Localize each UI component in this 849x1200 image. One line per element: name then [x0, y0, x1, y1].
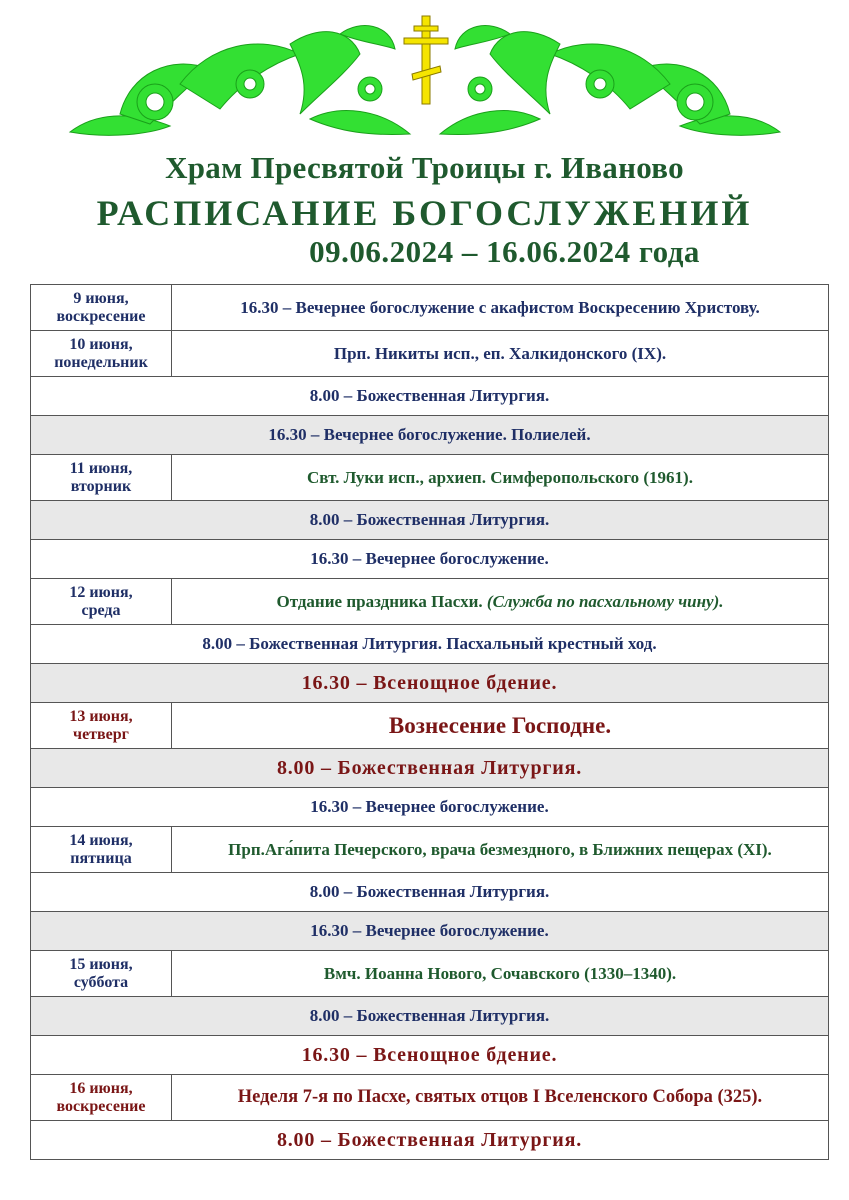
- date-range: 09.06.2024 – 16.06.2024 года: [309, 234, 700, 269]
- schedule-row: [31, 540, 829, 579]
- service-label: 16.30 – Вечернее богослужение.: [310, 549, 549, 568]
- service-label: 16.30 – Всенощное бдение.: [301, 1043, 558, 1066]
- service-label: 8.00 – Божественная Литургия.: [309, 510, 550, 529]
- day-date: 11 июня,: [69, 459, 133, 477]
- service-text: [172, 951, 829, 997]
- service-label: 8.00 – Божественная Литургия.: [309, 386, 550, 405]
- service-label: 8.00 – Божественная Литургия.: [309, 882, 550, 901]
- service-label: Отдание праздника Пасхи.: [276, 591, 487, 611]
- day-date: 16 июня,: [69, 1079, 133, 1097]
- service-label: Прп.Ага́пита Печерского, врача безмездного, в Ближних пещерах (XI).: [228, 839, 772, 859]
- service-label: 16.30 – Вечернее богослужение с акафистом Воскресению Христову.: [240, 297, 760, 317]
- day-weekday: среда: [81, 601, 121, 619]
- schedule-row: [31, 664, 829, 703]
- service-text: [31, 540, 829, 579]
- day-cell: [31, 703, 172, 749]
- service-note: (Служба по пасхальному чину).: [486, 591, 724, 611]
- schedule-row: [31, 455, 829, 501]
- service-text: [172, 579, 829, 625]
- day-weekday: воскресение: [56, 1097, 146, 1115]
- day-date: 14 июня,: [69, 831, 133, 849]
- service-text: [31, 501, 829, 540]
- schedule-table: [30, 284, 829, 1160]
- service-text: [31, 912, 829, 951]
- day-cell: [31, 951, 172, 997]
- day-weekday: четверг: [73, 725, 129, 743]
- schedule-row: [31, 285, 829, 331]
- schedule-row: [31, 827, 829, 873]
- day-weekday: суббота: [73, 973, 129, 991]
- day-cell: [31, 455, 172, 501]
- page-title: РАСПИСАНИЕ БОГОСЛУЖЕНИЙ: [96, 193, 753, 233]
- service-label: 16.30 – Вечернее богослужение.: [310, 921, 549, 940]
- service-text: [172, 331, 829, 377]
- day-cell: [31, 827, 172, 873]
- service-label: 8.00 – Божественная Литургия.: [309, 1006, 550, 1025]
- service-text: [172, 827, 829, 873]
- service-text: [31, 416, 829, 455]
- service-label: Вознесение Господне.: [388, 712, 612, 738]
- day-weekday: пятница: [70, 849, 132, 867]
- service-text: [31, 997, 829, 1036]
- schedule-row: [31, 788, 829, 827]
- service-text: [31, 873, 829, 912]
- day-weekday: воскресение: [56, 307, 146, 325]
- schedule-row: [31, 625, 829, 664]
- service-label: Вмч. Иоанна Нового, Сочавского (1330–1340).: [323, 963, 677, 983]
- schedule-row: [31, 331, 829, 377]
- service-label: 8.00 – Божественная Литургия. Пасхальный крестный ход.: [202, 634, 657, 653]
- day-date: 9 июня,: [73, 289, 129, 307]
- schedule-row: [31, 749, 829, 788]
- service-label: Прп. Никиты исп., еп. Халкидонского (IX).: [333, 343, 667, 363]
- day-cell: [31, 579, 172, 625]
- service-label: 8.00 – Божественная Литургия.: [276, 756, 583, 779]
- day-weekday: понедельник: [54, 353, 148, 371]
- service-text: [31, 788, 829, 827]
- schedule-row: [31, 1075, 829, 1121]
- day-cell: [31, 285, 172, 331]
- service-label: 16.30 – Всенощное бдение.: [301, 671, 558, 694]
- day-date: 12 июня,: [69, 583, 133, 601]
- temple-name: Храм Пресвятой Троицы г. Иваново: [165, 150, 684, 185]
- service-label: Неделя 7-я по Пасхе, святых отцов I Вселенского Собора (325).: [237, 1087, 763, 1107]
- service-text: [31, 625, 829, 664]
- day-date: 13 июня,: [69, 707, 133, 725]
- service-label: 16.30 – Вечернее богослужение.: [310, 797, 549, 816]
- service-label: 8.00 – Божественная Литургия.: [276, 1128, 583, 1151]
- service-text: [172, 455, 829, 501]
- service-text: [172, 285, 829, 331]
- schedule-row: [31, 703, 829, 749]
- day-date: 15 июня,: [69, 955, 133, 973]
- service-label: 16.30 – Вечернее богослужение. Полиелей.: [268, 425, 591, 444]
- schedule-row: [31, 501, 829, 540]
- schedule-row: [31, 951, 829, 997]
- service-text: [31, 1036, 829, 1075]
- service-text: [31, 377, 829, 416]
- schedule-row: [31, 873, 829, 912]
- schedule-row: [31, 912, 829, 951]
- schedule-row: [31, 416, 829, 455]
- schedule-row: [31, 377, 829, 416]
- service-label: Свт. Луки исп., архиеп. Симферопольского (1961).: [307, 467, 693, 487]
- service-text: [31, 1121, 829, 1160]
- schedule-row: [31, 1121, 829, 1160]
- service-text: [172, 1075, 829, 1121]
- service-text: [31, 664, 829, 703]
- schedule-row: [31, 997, 829, 1036]
- service-text: [172, 703, 829, 749]
- schedule-row: [31, 1036, 829, 1075]
- ornament-icon: [60, 14, 790, 149]
- day-cell: [31, 331, 172, 377]
- day-weekday: вторник: [70, 477, 132, 495]
- service-text: [31, 749, 829, 788]
- schedule-row: [31, 579, 829, 625]
- day-cell: [31, 1075, 172, 1121]
- day-date: 10 июня,: [69, 335, 133, 353]
